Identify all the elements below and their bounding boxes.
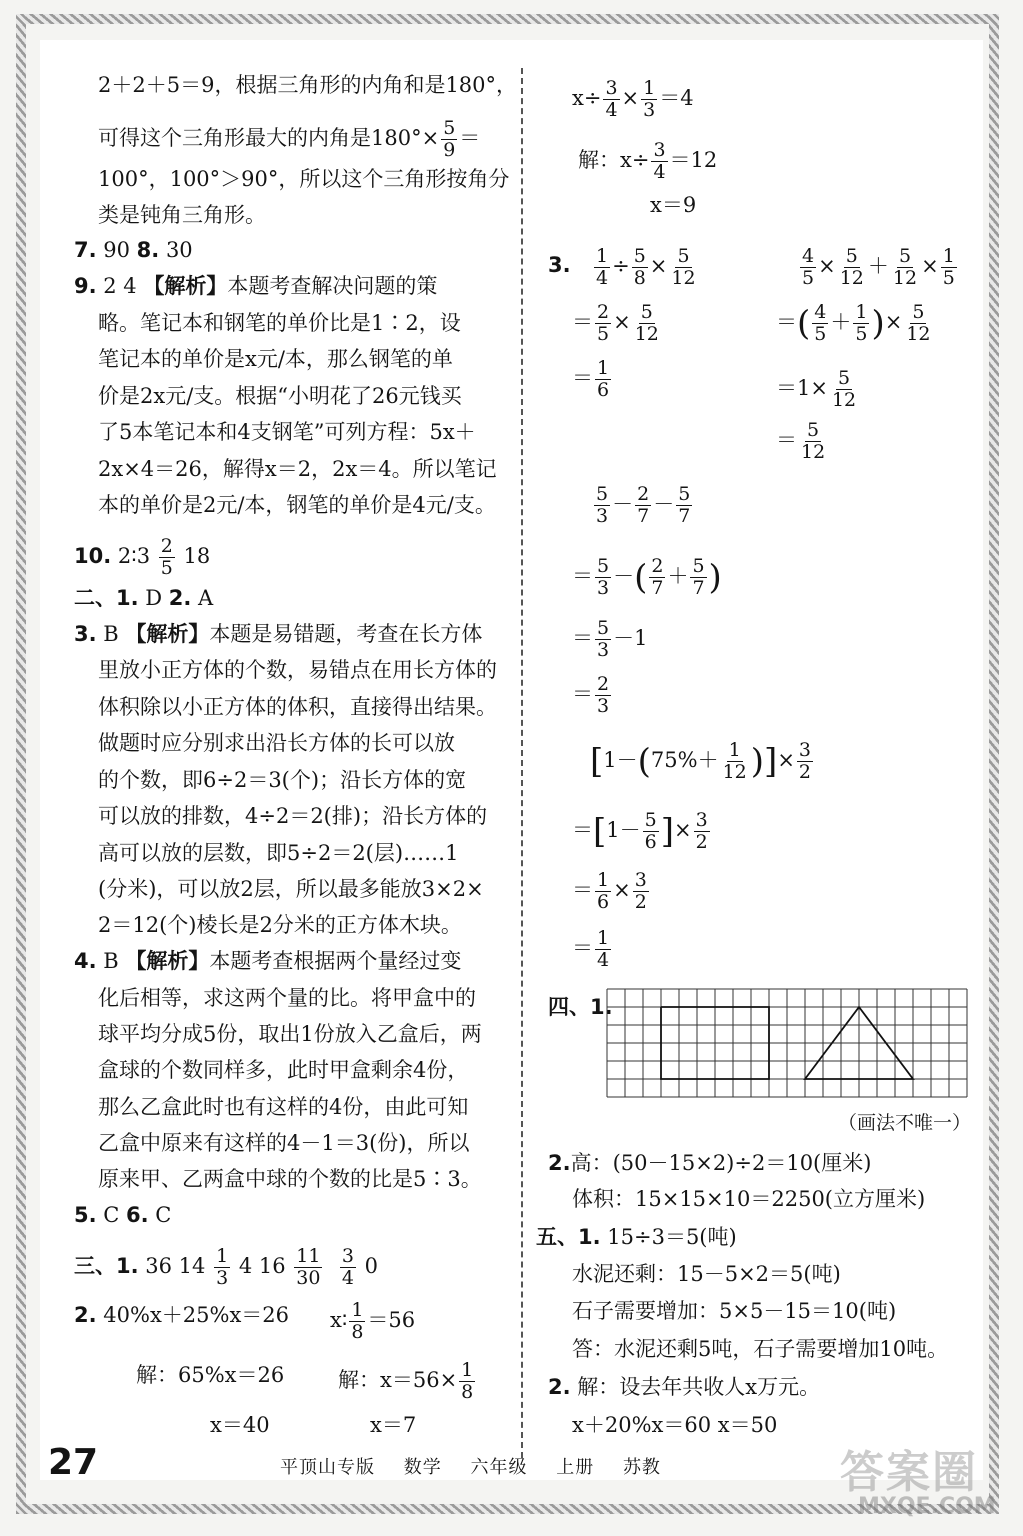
denominator: 5 xyxy=(160,557,173,579)
text: 本题是易错题，考查在长方体 xyxy=(209,622,483,646)
text: ＝56 xyxy=(367,1308,416,1332)
fraction xyxy=(649,556,665,599)
numerator: 3 xyxy=(634,869,647,891)
text: 本题考查根据两个量经过变 xyxy=(209,949,462,973)
numerator: 1 xyxy=(942,245,955,267)
math-line xyxy=(572,674,613,717)
step-line: x＝40 xyxy=(210,1413,270,1437)
operator: ＋ xyxy=(867,254,889,278)
section-num: 四、 xyxy=(548,995,590,1019)
numerator: 1 xyxy=(643,77,656,99)
math-line xyxy=(572,78,694,121)
numerator: 3 xyxy=(695,809,708,831)
numerator: 2 xyxy=(597,673,610,695)
denominator: 8 xyxy=(633,267,646,289)
answer: 30 xyxy=(159,238,193,262)
text: ＝ xyxy=(572,564,593,588)
fraction xyxy=(838,246,866,289)
operator: × xyxy=(884,310,903,334)
numerator: 5 xyxy=(678,483,691,505)
math-line xyxy=(572,618,647,661)
text-line: 价是2x元/支。根据“小明花了26元钱买 xyxy=(98,384,462,408)
text-line: 本的单价是2元/本，钢笔的单价是4元/支。 xyxy=(98,493,496,517)
text: × xyxy=(621,86,640,110)
denominator: 3 xyxy=(597,639,610,661)
fraction xyxy=(830,368,858,411)
math-line xyxy=(590,740,815,783)
text-line xyxy=(98,118,480,161)
text-line: 类是钝角三角形。 xyxy=(98,203,266,227)
math-line xyxy=(572,302,663,345)
analysis-label: 【解析】 xyxy=(125,622,210,646)
fraction xyxy=(159,536,175,579)
fraction xyxy=(633,302,661,345)
denominator: 7 xyxy=(637,505,650,527)
denominator: 5 xyxy=(942,267,955,289)
bracket: [ xyxy=(593,811,607,852)
denominator: 5 xyxy=(855,323,868,345)
answer: 4 16 xyxy=(232,1254,293,1278)
text-line: 2x×4＝26，解得x＝2，2x＝4。所以笔记 xyxy=(98,457,497,481)
paren: ) xyxy=(708,557,722,598)
section-num: 五、 xyxy=(536,1225,578,1249)
analysis-label: 【解析】 xyxy=(143,274,228,298)
footer-info xyxy=(280,1453,683,1479)
q-num: 9. xyxy=(74,274,97,298)
text-line: x＋20%x＝60 x＝50 xyxy=(572,1413,778,1437)
numerator: 1 xyxy=(216,1245,229,1267)
fraction xyxy=(669,246,697,289)
numerator: 3 xyxy=(605,77,618,99)
text-line: 盒球的个数同样多，此时甲盒剩余4份， xyxy=(98,1058,469,1082)
q-num: 1. xyxy=(116,586,139,610)
q-num: 2. xyxy=(548,1375,571,1399)
text: ＝ xyxy=(572,878,593,902)
text: ＝ xyxy=(572,366,593,390)
numerator: 11 xyxy=(296,1245,321,1267)
paren: ( xyxy=(637,741,651,782)
text-line: 水泥还剩：15－5×2＝5(吨) xyxy=(572,1262,841,1286)
q-num: 8. xyxy=(136,238,160,262)
text-line: 那么乙盒此时也有这样的4份，由此可知 xyxy=(98,1095,469,1119)
fraction xyxy=(595,870,611,913)
text: ＝ xyxy=(572,626,593,650)
q-num: 2. xyxy=(74,1303,97,1327)
fraction xyxy=(595,674,611,717)
denominator: 5 xyxy=(597,323,610,345)
numerator: 1 xyxy=(461,1359,474,1381)
denominator: 7 xyxy=(651,577,664,599)
denominator: 12 xyxy=(671,267,696,289)
text: 解：x÷ xyxy=(578,148,650,172)
denominator: 3 xyxy=(596,505,609,527)
text: 1－ xyxy=(603,748,638,772)
section-3-q1 xyxy=(74,1246,378,1289)
numerator: 3 xyxy=(653,139,666,161)
section-3-q2a xyxy=(74,1302,289,1328)
text: ＝ xyxy=(459,126,481,150)
fraction xyxy=(459,1360,475,1403)
grid-note: （画法不唯一） xyxy=(838,1112,972,1134)
numerator: 5 xyxy=(807,419,820,441)
answer-s2-5-6 xyxy=(74,1202,171,1228)
numerator: 3 xyxy=(341,1245,354,1267)
fraction xyxy=(800,246,816,289)
numerator: 5 xyxy=(692,555,705,577)
step-line xyxy=(338,1360,477,1403)
denominator: 3 xyxy=(643,99,656,121)
numerator: 1 xyxy=(596,245,609,267)
text-line: 略。笔记本和钢笔的单价比是1∶2，设 xyxy=(98,311,461,335)
text: ＝ xyxy=(572,936,593,960)
text: 1－ xyxy=(606,818,641,842)
column-divider xyxy=(521,68,523,1458)
text-line: 了5本笔记本和4支钢笔”可列方程：5x＋ xyxy=(98,420,476,444)
fraction xyxy=(632,246,648,289)
math-line xyxy=(572,556,722,599)
section-4-q2 xyxy=(548,1150,871,1176)
footer-volume: 上册 xyxy=(556,1457,595,1478)
operator: × xyxy=(921,254,939,278)
text-line: 高可以放的层数，即5÷2＝2(层)……1 xyxy=(98,841,459,865)
text: 本题考查解决问题的策 xyxy=(227,274,438,298)
denominator: 4 xyxy=(605,99,618,121)
fraction xyxy=(799,420,827,463)
numerator: 5 xyxy=(633,245,646,267)
answer: D xyxy=(138,586,169,610)
fraction xyxy=(340,1246,356,1289)
operator: × xyxy=(613,878,631,902)
fraction xyxy=(721,740,749,783)
numerator: 1 xyxy=(855,301,868,323)
text-line: 2＝12(个)棱长是2分米的正方体木块。 xyxy=(98,913,462,937)
denominator: 12 xyxy=(801,441,826,463)
numerator: 2 xyxy=(597,301,610,323)
fraction xyxy=(676,484,692,527)
text: ＝ xyxy=(572,818,593,842)
text-line: 球平均分成5份，取出1份放入乙盒后，两 xyxy=(98,1022,482,1046)
denominator: 6 xyxy=(644,831,657,853)
fraction xyxy=(643,810,659,853)
numerator: 2 xyxy=(160,535,173,557)
denominator: 12 xyxy=(839,267,864,289)
numerator: 1 xyxy=(597,869,610,891)
operator: ＋ xyxy=(830,310,852,334)
fraction xyxy=(594,246,610,289)
footer-grade: 六年级 xyxy=(470,1457,528,1478)
answer: 2 4 xyxy=(96,274,144,298)
answer: 18 xyxy=(176,544,211,568)
section-5-q1 xyxy=(536,1224,737,1250)
text-line: 石子需要增加：5×5－15＝10(吨) xyxy=(572,1299,897,1323)
numerator: 5 xyxy=(597,555,610,577)
section-4-label xyxy=(548,994,613,1020)
operator: － xyxy=(612,492,634,516)
answer: 2∶3 xyxy=(111,544,157,568)
fraction xyxy=(635,484,651,527)
denominator: 2 xyxy=(634,891,647,913)
numerator: 5 xyxy=(644,809,657,831)
numerator: 5 xyxy=(912,301,925,323)
math-line xyxy=(776,368,860,411)
section-5-q2 xyxy=(548,1374,820,1400)
text: 75%＋ xyxy=(650,748,719,772)
q-num: 6. xyxy=(126,1203,149,1227)
text: x∶ xyxy=(330,1308,348,1332)
bracket: [ xyxy=(590,741,604,782)
denominator: 8 xyxy=(461,1381,474,1403)
math-line xyxy=(572,928,613,971)
q-num: 3. xyxy=(548,253,571,277)
bracket: ] xyxy=(660,811,674,852)
footer-edition: 平顶山专版 xyxy=(280,1457,375,1478)
denominator: 7 xyxy=(678,505,691,527)
denominator: 12 xyxy=(722,761,747,783)
paren: ( xyxy=(797,303,811,344)
operator: － xyxy=(613,564,635,588)
denominator: 4 xyxy=(596,267,609,289)
text: ＝ xyxy=(776,428,797,452)
numerator: 5 xyxy=(640,301,653,323)
text-line: 体积：15×15×10＝2250(立方厘米) xyxy=(572,1187,926,1211)
footer-publisher: 苏教 xyxy=(622,1457,661,1478)
numerator: 1 xyxy=(597,357,610,379)
numerator: 4 xyxy=(814,301,827,323)
math-line xyxy=(776,302,935,345)
numerator: 2 xyxy=(651,555,664,577)
math-line xyxy=(592,484,694,527)
fraction xyxy=(441,118,457,161)
answer-9 xyxy=(74,273,437,299)
fraction xyxy=(641,78,657,121)
fraction xyxy=(941,246,957,289)
step-line: x＝7 xyxy=(370,1413,417,1437)
text-line: 100°，100°＞90°，所以这个三角形按角分 xyxy=(98,167,510,191)
text: ＝4 xyxy=(659,86,694,110)
answer: C xyxy=(96,1203,127,1227)
step-line: 解：65%x＝26 xyxy=(136,1363,285,1387)
math-line: x＝9 xyxy=(650,193,697,217)
fraction xyxy=(797,740,813,783)
fraction xyxy=(595,618,611,661)
denominator: 3 xyxy=(597,695,610,717)
denominator: 4 xyxy=(597,949,610,971)
answer: 0 xyxy=(357,1254,378,1278)
operator: × xyxy=(649,254,668,278)
fraction xyxy=(214,1246,230,1289)
denominator: 6 xyxy=(597,379,610,401)
q-num: 2. xyxy=(168,586,192,610)
fraction xyxy=(633,870,649,913)
fraction xyxy=(595,556,611,599)
watermark-text: 答案圈 xyxy=(840,1447,978,1498)
denominator: 12 xyxy=(906,323,931,345)
fraction xyxy=(595,302,611,345)
text-line: 可以放的排数，4÷2＝2(排)；沿长方体的 xyxy=(98,804,488,828)
numerator: 3 xyxy=(798,739,812,761)
text: ＝ xyxy=(776,310,797,334)
answer-7-8 xyxy=(74,237,193,263)
fraction xyxy=(904,302,932,345)
text: 解：x＝56× xyxy=(338,1368,458,1392)
math-line xyxy=(572,358,613,401)
denominator: 5 xyxy=(814,323,827,345)
text: 高：(50－15×2)÷2＝10(厘米) xyxy=(570,1151,872,1175)
operator: ＋ xyxy=(667,564,689,588)
watermark-logo xyxy=(828,1430,998,1526)
numerator: 5 xyxy=(677,245,690,267)
numerator: 1 xyxy=(351,1299,364,1321)
text: ＝12 xyxy=(669,148,718,172)
operator: － xyxy=(653,492,675,516)
denominator: 12 xyxy=(892,267,918,289)
numerator: 5 xyxy=(596,483,609,505)
footer-subject: 数学 xyxy=(403,1457,442,1478)
math-line xyxy=(592,246,700,289)
denominator: 8 xyxy=(351,1321,364,1343)
numerator: 2 xyxy=(637,483,650,505)
section-num: 三、 xyxy=(74,1254,116,1278)
q-num xyxy=(548,252,571,278)
numerator: 5 xyxy=(845,245,858,267)
text-line: (分米)，可以放2层，所以最多能放3×2× xyxy=(98,877,484,901)
fraction xyxy=(853,302,869,345)
fraction xyxy=(603,78,619,121)
operator: ÷ xyxy=(612,254,630,278)
text-line: 2＋2＋5＝9，根据三角形的内角和是180°， xyxy=(98,73,518,97)
text-line: 笔记本的单价是x元/本，那么钢笔的单 xyxy=(98,347,453,371)
q-num: 1. xyxy=(590,995,613,1019)
text: 可得这个三角形最大的内角是180°× xyxy=(98,126,440,150)
math-line xyxy=(572,870,651,913)
fraction xyxy=(594,484,610,527)
text-line: 做题时应分别求出沿长方体的长可以放 xyxy=(98,731,455,755)
text: ＝ xyxy=(572,682,593,706)
numerator: 4 xyxy=(802,245,815,267)
text-line: 答：水泥还剩5吨，石子需要增加10吨。 xyxy=(572,1337,949,1361)
q-num: 1. xyxy=(116,1254,139,1278)
q-num: 5. xyxy=(74,1203,97,1227)
answer: A xyxy=(191,586,214,610)
bracket: ] xyxy=(764,741,778,782)
denominator: 6 xyxy=(597,891,610,913)
answer: B xyxy=(96,949,126,973)
text-line: 里放小正方体的个数，易错点在用长方体的 xyxy=(98,658,497,682)
answer: C xyxy=(148,1203,172,1227)
grid-drawing xyxy=(606,988,968,1098)
operator: × xyxy=(777,748,795,772)
math-line xyxy=(776,420,829,463)
denominator: 12 xyxy=(831,389,857,411)
analysis-label: 【解析】 xyxy=(125,949,210,973)
text: 解：设去年共收人x万元。 xyxy=(570,1375,821,1399)
fraction xyxy=(294,1246,322,1289)
numerator: 5 xyxy=(443,117,456,139)
answer: 36 14 xyxy=(138,1254,213,1278)
answer-s2-3 xyxy=(74,621,482,647)
fraction xyxy=(595,928,611,971)
operator: × xyxy=(818,254,836,278)
text: ＝ xyxy=(572,310,593,334)
q-num: 10. xyxy=(74,544,112,568)
denominator: 2 xyxy=(798,761,812,783)
text-line: 体积除以小正方体的体积，直接得出结果。 xyxy=(98,695,497,719)
text-line: 乙盒中原来有这样的4－1＝3(份)，所以 xyxy=(98,1131,470,1155)
denominator: 3 xyxy=(597,577,610,599)
fraction xyxy=(690,556,706,599)
text: 15÷3＝5(吨) xyxy=(600,1225,737,1249)
q-num: 1. xyxy=(578,1225,601,1249)
equation: 40%x＋25%x＝26 xyxy=(96,1303,290,1327)
operator: × xyxy=(674,818,692,842)
section-3-q2b xyxy=(330,1300,415,1343)
denominator: 3 xyxy=(216,1267,229,1289)
numerator: 1 xyxy=(728,739,741,761)
math-line xyxy=(798,246,959,289)
q-num: 7. xyxy=(74,238,97,262)
denominator: 7 xyxy=(692,577,705,599)
text-line: 原来甲、乙两盒中球的个数的比是5∶3。 xyxy=(98,1167,482,1191)
q-num: 3. xyxy=(74,622,97,646)
text-line: 的个数，即6÷2＝3(个)；沿长方体的宽 xyxy=(98,768,467,792)
denominator: 5 xyxy=(802,267,815,289)
math-line xyxy=(572,810,712,853)
watermark-url: MXQE.COM xyxy=(858,1494,996,1519)
numerator: 5 xyxy=(898,245,912,267)
paren: ) xyxy=(750,741,765,782)
numerator: 5 xyxy=(597,617,610,639)
answer: 90 xyxy=(96,238,137,262)
section-num: 二、 xyxy=(74,586,116,610)
denominator: 4 xyxy=(653,161,666,183)
math-line xyxy=(578,140,717,183)
denominator: 9 xyxy=(443,139,456,161)
fraction xyxy=(595,358,611,401)
q-num: 4. xyxy=(74,949,97,973)
denominator: 12 xyxy=(634,323,659,345)
paren: ) xyxy=(871,303,885,344)
fraction xyxy=(891,246,919,289)
operator: × xyxy=(613,310,631,334)
denominator: 30 xyxy=(296,1267,321,1289)
answer-s2-4 xyxy=(74,948,461,974)
paren: ( xyxy=(634,557,648,598)
numerator: 1 xyxy=(597,927,610,949)
answer-10 xyxy=(74,536,210,579)
text-line: 化后相等，求这两个量的比。将甲盒中的 xyxy=(98,986,476,1010)
fraction xyxy=(694,810,710,853)
section-2-answers xyxy=(74,585,213,611)
text: x÷ xyxy=(572,86,602,110)
q-num: 2. xyxy=(548,1151,571,1175)
denominator: 2 xyxy=(695,831,708,853)
answer: B xyxy=(96,622,126,646)
denominator: 4 xyxy=(341,1267,354,1289)
numerator: 5 xyxy=(838,367,851,389)
text: －1 xyxy=(613,626,648,650)
page-number: 27 xyxy=(48,1442,99,1483)
fraction xyxy=(812,302,828,345)
text: ＝1× xyxy=(776,376,828,400)
fraction xyxy=(651,140,667,183)
fraction xyxy=(349,1300,365,1343)
